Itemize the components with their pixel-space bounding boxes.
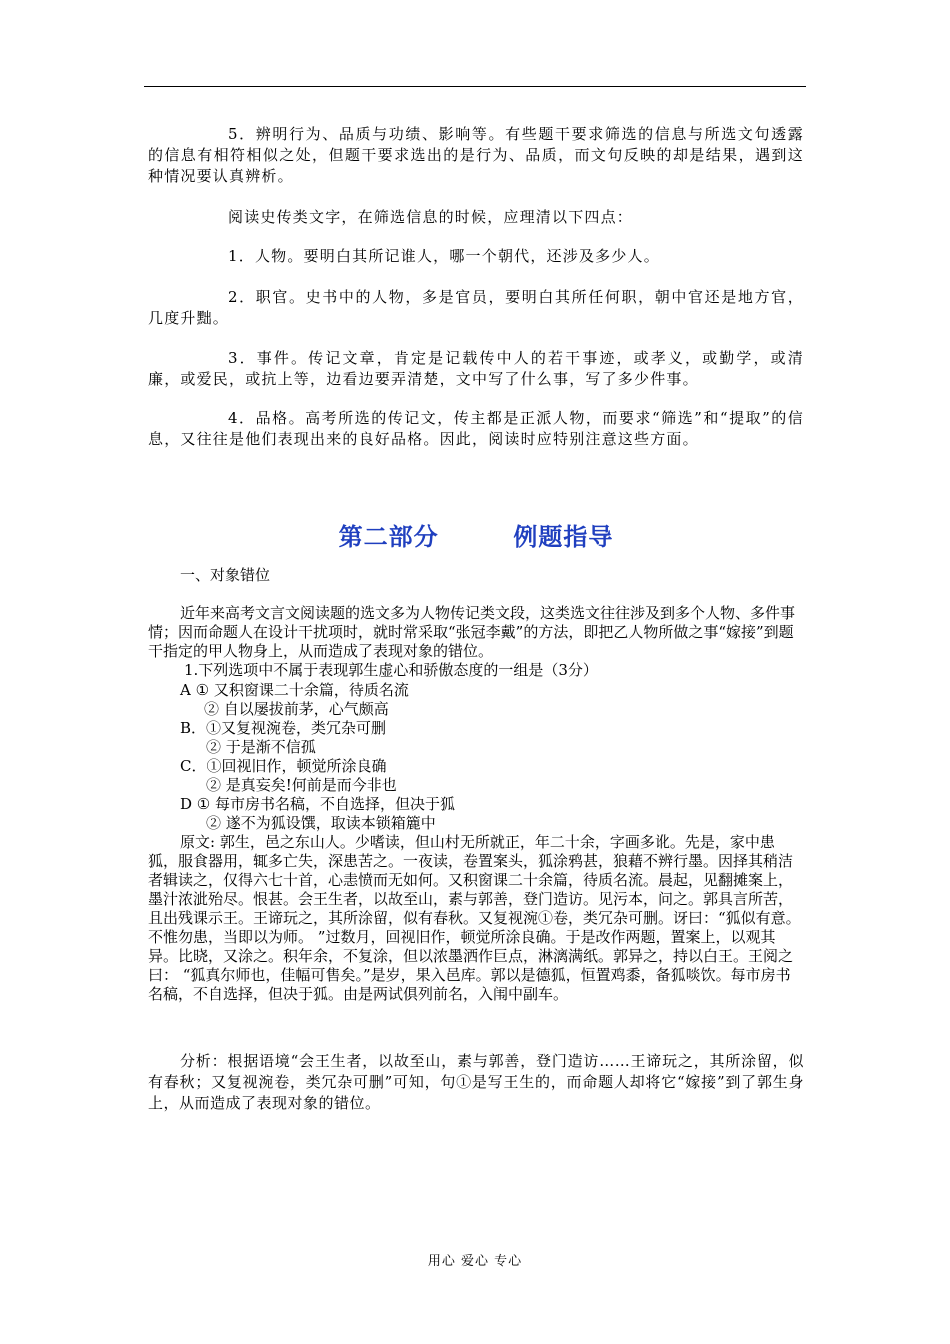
option-a-line1: A ① 又积窗课二十余篇，待质名流 (180, 681, 409, 699)
paragraph-intro: 阅读史传类文字，在筛选信息的时候，应理清以下四点： (228, 208, 634, 226)
option-c-line2: ② 是真妄矣!何前是而今非也 (206, 776, 397, 794)
paragraph-point2: 2．职官。史书中的人物，多是官员，要明白其所任何职，朝中官还是地方官，几度升黜。 (148, 288, 804, 327)
paragraph-point4: 4．品格。高考所选的传记文，传主都是正派人物，而要求“筛选”和“提取”的信息，又往往是他们表现出来的良好品格。因此，阅读时应特别注意这些方面。 (148, 409, 804, 448)
footer-text: 用心 爱心 专心 (427, 1254, 523, 1269)
paragraph-point1: 1．人物。要明白其所记谁人，哪一个朝代，还涉及多少人。 (228, 247, 660, 265)
option-b-line1: B．①又复视涴卷，类冗杂可删 (180, 719, 387, 737)
section-title: 第二部分 例题指导 (338, 523, 614, 551)
analysis-paragraph: 分析：根据语境“会王生者，以故至山，素与郭善，登门造访……王谛玩之，其所涂留，似有春秋；又复视涴卷，类冗杂可删”可知，句①是写王生的，而命题人却将它“嫁接”到了郭生身上，从而造成了表现对象的错位。 (148, 1052, 804, 1112)
paragraph-point5: 5．辨明行为、品质与功绩、影响等。有些题干要求筛选的信息与所选文句透露的信息有相符相似之处，但题干要求选出的是行为、品质，而文句反映的却是结果，遇到这种情况要认真辨析。 (148, 125, 804, 185)
paragraph-section-intro: 近年来高考文言文阅读题的选文多为人物传记类文段，这类选文往往涉及到多个人物、多件事情；因而命题人在设计干扰项时，就时常采取“张冠李戴”的方法，即把乙人物所做之事“嫁接”到题干指定的甲人物身上，从而造成了表现对象的错位。 (148, 604, 796, 660)
question-stem: 1.下列选项中不属于表现郭生虚心和骄傲态度的一组是（3分） (184, 661, 598, 679)
header-rule (144, 86, 806, 87)
option-d-line2: ② 遂不为狐设馔，取读本锁箱簏中 (206, 814, 436, 832)
subsection-heading: 一、对象错位 (180, 566, 271, 584)
original-text: 原文: 郭生，邑之东山人。少嗜读，但山村无所就正，年二十余，字画多讹。先是，家中患狐，服食器用，辄多亡失，深患苦之。一夜读，卷置案头，狐涂鸦甚，狼藉不辨行墨。因择其稍洁者辑读之，仅得六七十首，心恚愤而无如何。又积窗课二十余篇，待质名流。晨起，见翻摊案上，墨汁浓泚殆尽。恨甚。会王生者，以故至山，素与郭善，登门造访。见污本，问之。郭具言所苦，且出残课示王。王谛玩之，其所涂留，似有春秋。又复视涴①卷，类冗杂可删。讶曰：“狐似有意。不惟勿患，当即以为师。 ”过数月，回视旧作，顿觉所涂良确。于是改作两题，置案上，以观其异。比晓，又涂之。积年余，不复涂，但以浓墨洒作巨点，淋漓满纸。郭异之，持以白王。王阅之曰： “狐真尔师也，佳幅可售矣。”是岁，果入邑库。郭以是德狐，恒置鸡黍，备狐啖饮。每市房书名稿，不自选择，但决于狐。由是两试俱列前名，入闱中副车。 (148, 833, 801, 1003)
option-a-line2: ② 自以屡拔前茅，心气颇高 (204, 700, 389, 718)
option-b-line2: ② 于是渐不信孤 (206, 738, 316, 756)
option-c-line1: C．①回视旧作，顿觉所涂良确 (180, 757, 387, 775)
paragraph-point3: 3．事件。传记文章，肯定是记载传中人的若干事迹，或孝义，或勤学，或清廉，或爱民，或抗上等，边看边要弄清楚，文中写了什么事，写了多少件事。 (148, 349, 804, 388)
option-d-line1: D ① 每市房书名稿，不自选择，但决于狐 (180, 795, 456, 813)
